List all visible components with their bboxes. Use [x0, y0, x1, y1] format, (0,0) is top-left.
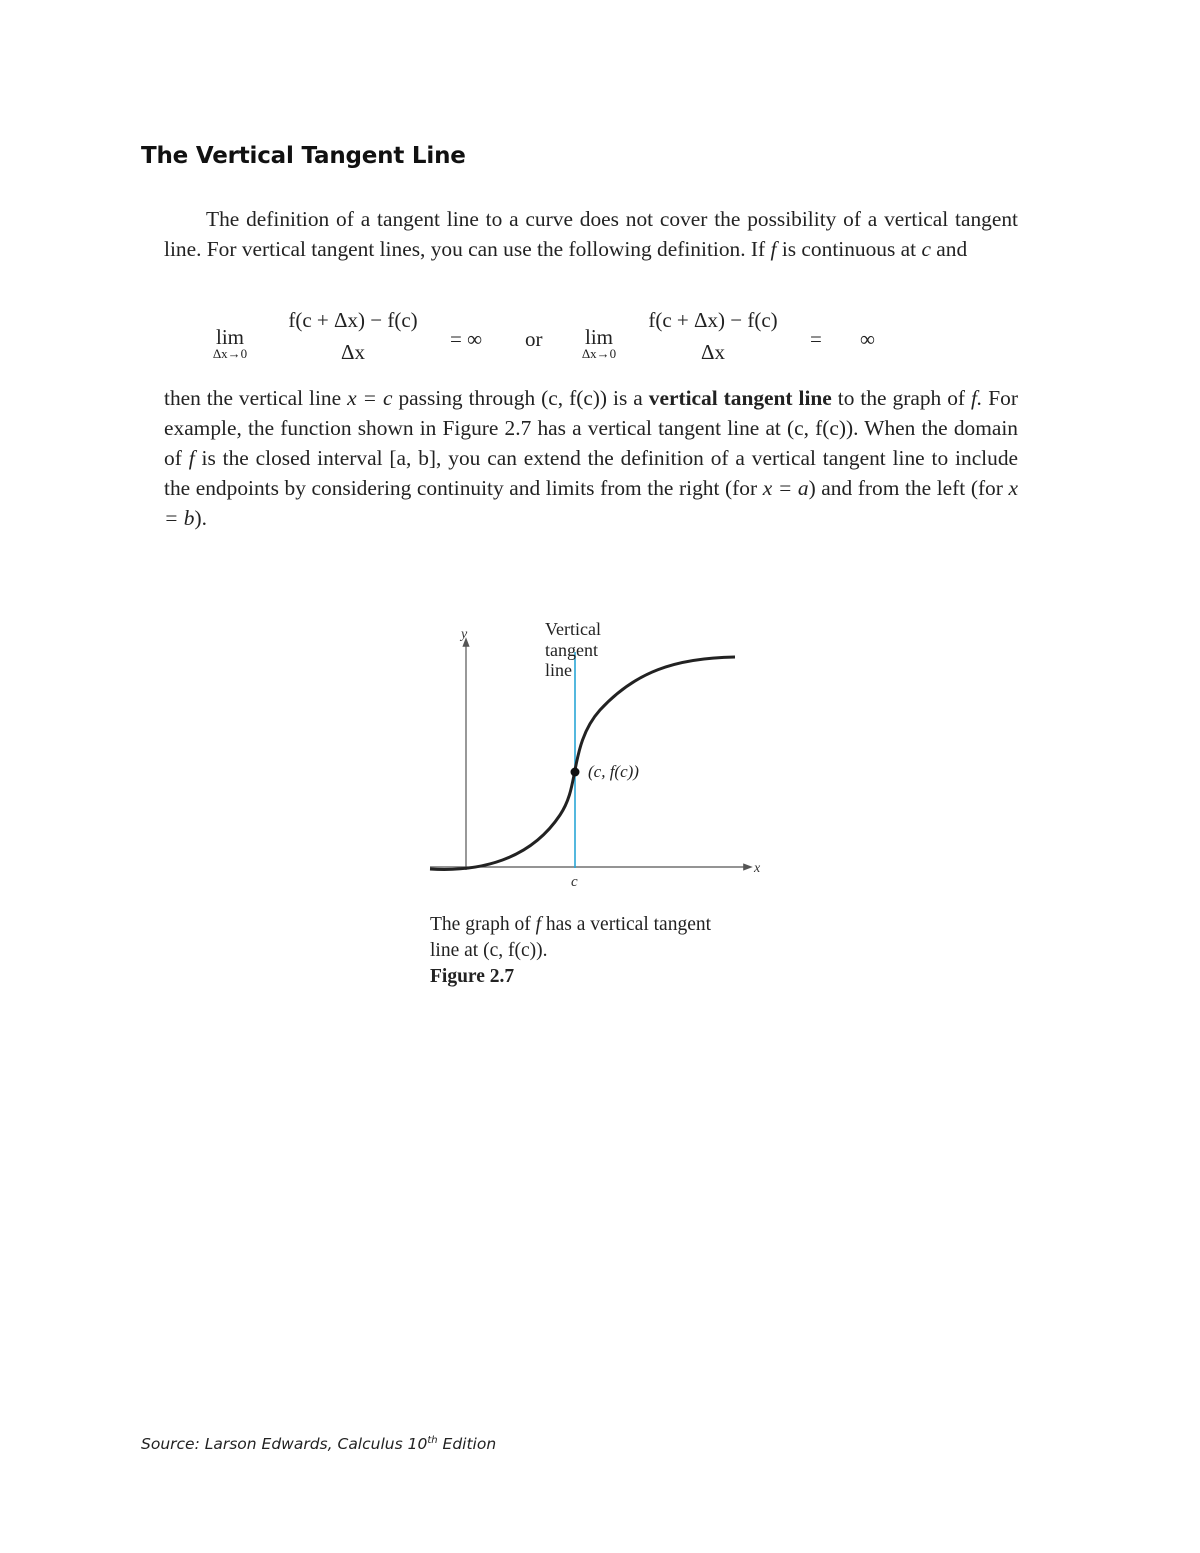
tangent-label-line2: tangent — [545, 640, 598, 660]
figure-label: Figure 2.7 — [430, 966, 515, 987]
denominator: Δx — [700, 340, 725, 364]
lim-subscript: Δx→0 — [581, 346, 617, 361]
caption-line-1: The graph of f has a vertical tangent — [430, 914, 712, 935]
figure-caption — [430, 912, 711, 990]
lim-subscript: Δx→0 — [212, 346, 248, 361]
caption-line-2: line at (c, f(c)). — [430, 940, 548, 961]
lim-word: lim — [215, 325, 244, 349]
or-word: or — [525, 327, 543, 351]
x-axis-label: x — [754, 861, 761, 876]
equals-infinity: = ∞ — [450, 327, 483, 351]
lim-word: lim — [584, 325, 613, 349]
numerator: f(c + Δx) − f(c) — [648, 308, 778, 332]
tangent-label-line3: line — [545, 660, 572, 680]
point-label: (c, f(c)) — [588, 762, 639, 781]
definition-paragraph: then the vertical line x = c passing through (c, f(c)) is a vertical tangent line to the graph of f. For example, the function shown in Figure 2.7 has a vertical tangent line at (c, f(c)). When the domain of f is the closed interval [a, b], you can extend the definition of a vertical tangent line to include the endpoints by considering continuity and limits from the right (for x = a) and from the left (for x = b). — [164, 386, 1019, 530]
intro-paragraph: The definition of a tangent line to a curve does not cover the possibility of a vertical tangent line. For vertical tangent lines, you can use the following definition. If f is continuous at c and — [164, 207, 1018, 261]
numerator: f(c + Δx) − f(c) — [288, 308, 418, 332]
equals-sign: = — [810, 327, 822, 351]
tangent-label-line1: Vertical — [545, 619, 601, 639]
difference-quotient-left — [258, 306, 448, 366]
infinity-symbol: ∞ — [860, 327, 875, 351]
page-title: The Vertical Tangent Line — [141, 143, 466, 169]
y-axis-label: y — [461, 627, 468, 642]
source-citation: Source: Larson Edwards, Calculus 10th Edition — [141, 1435, 497, 1454]
function-curve — [430, 657, 735, 869]
limit-formula — [200, 302, 920, 372]
limit-left — [200, 327, 260, 361]
tangent-point — [571, 768, 580, 777]
c-tick-label: c — [571, 874, 578, 890]
figure-vertical-tangent-graph — [420, 610, 780, 900]
difference-quotient-right — [618, 306, 808, 366]
denominator: Δx — [340, 340, 365, 364]
